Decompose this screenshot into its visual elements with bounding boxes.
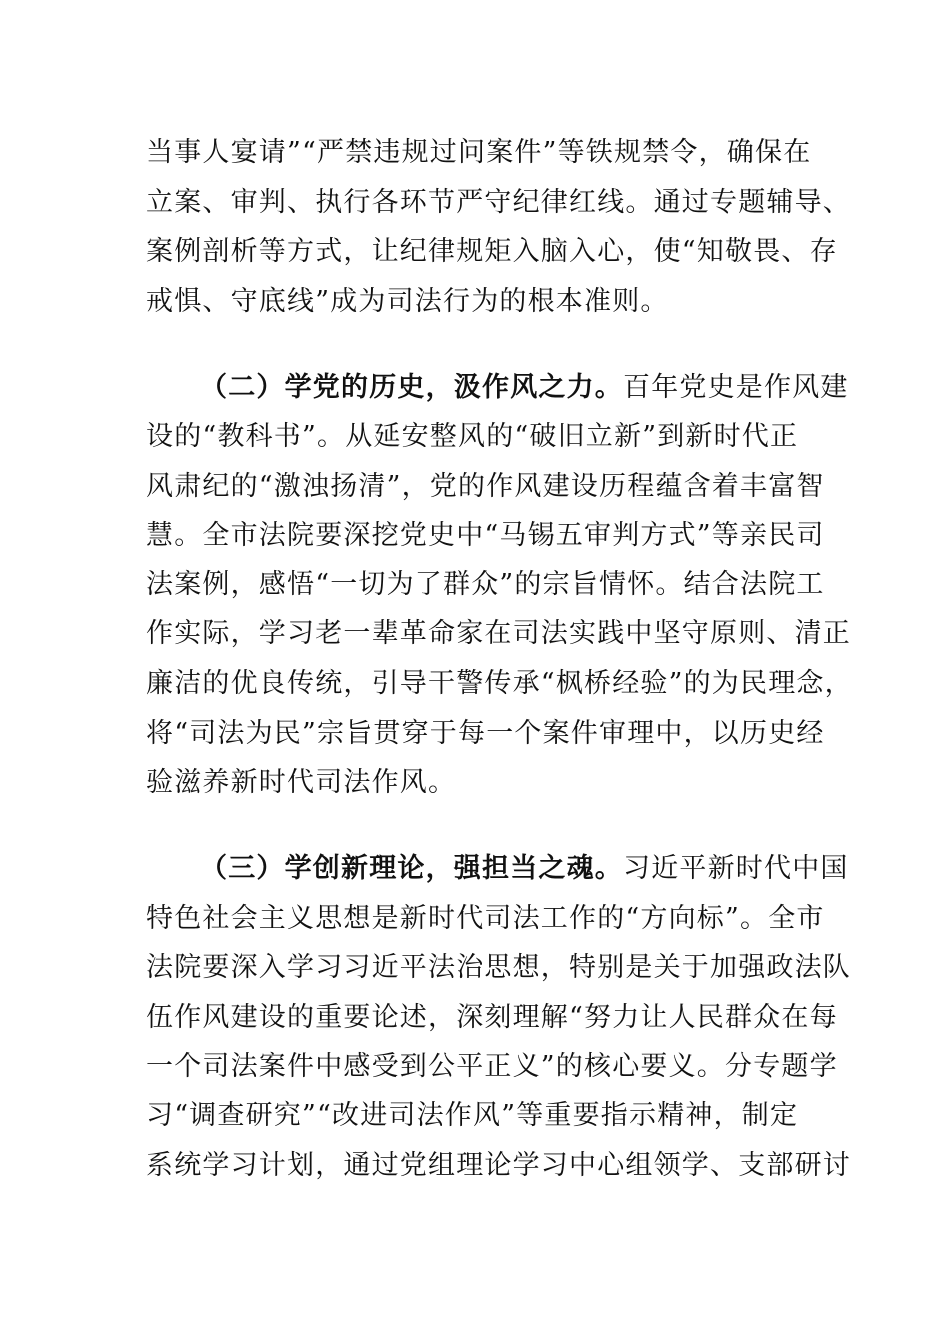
paragraph-line: 风肃纪的“激浊扬清”，党的作风建设历程蕴含着丰富智	[146, 471, 825, 502]
paragraph-text: 百年党史是作风建	[623, 372, 849, 403]
paragraph-first-line	[200, 852, 849, 886]
paragraph-line: 验滋养新时代司法作风。	[146, 767, 457, 798]
paragraph-line: 设的“教科书”。从延安整风的“破旧立新”到新时代正	[146, 421, 799, 452]
paragraph-line: 法院要深入学习习近平法治思想，特别是关于加强政法队	[146, 952, 851, 983]
paragraph-line: 廉洁的优良传统，引导干警传承“枫桥经验”的为民理念，	[146, 668, 853, 699]
paragraph-line: 将“司法为民”宗旨贯穿于每一个案件审理中，以历史经	[146, 718, 825, 749]
paragraph-line: 系统学习计划，通过党组理论学习中心组领学、支部研讨	[146, 1150, 851, 1181]
paragraph-first-line	[200, 371, 849, 405]
paragraph-text: 习近平新时代中国	[623, 853, 849, 884]
paragraph-line: 案例剖析等方式，让纪律规矩入脑入心，使“知敬畏、存	[146, 236, 838, 267]
paragraph-line: 戒惧、守底线”成为司法行为的根本准则。	[146, 286, 669, 317]
paragraph-line: 一个司法案件中感受到公平正义”的核心要义。分专题学	[146, 1051, 838, 1082]
paragraph-line: 伍作风建设的重要论述，深刻理解“努力让人民群众在每	[146, 1002, 838, 1033]
paragraph-line: 特色社会主义思想是新时代司法工作的“方向标”。全市	[146, 903, 825, 934]
paragraph-line: 当事人宴请”“严禁违规过问案件”等铁规禁令，确保在	[146, 137, 812, 168]
paragraph-line: 习“调查研究”“改进司法作风”等重要指示精神，制定	[146, 1100, 799, 1131]
section-heading: （三）学创新理论，强担当之魂。	[200, 853, 623, 884]
paragraph-line: 慧。全市法院要深挖党史中“马锡五审判方式”等亲民司	[146, 520, 825, 551]
paragraph-line: 作实际，学习老一辈革命家在司法实践中坚守原则、清正	[146, 618, 851, 649]
paragraph-line: 立案、审判、执行各环节严守纪律红线。通过专题辅导、	[146, 187, 851, 218]
paragraph-line: 法案例，感悟“一切为了群众”的宗旨情怀。结合法院工	[146, 569, 825, 600]
section-heading: （二）学党的历史，汲作风之力。	[200, 372, 623, 403]
